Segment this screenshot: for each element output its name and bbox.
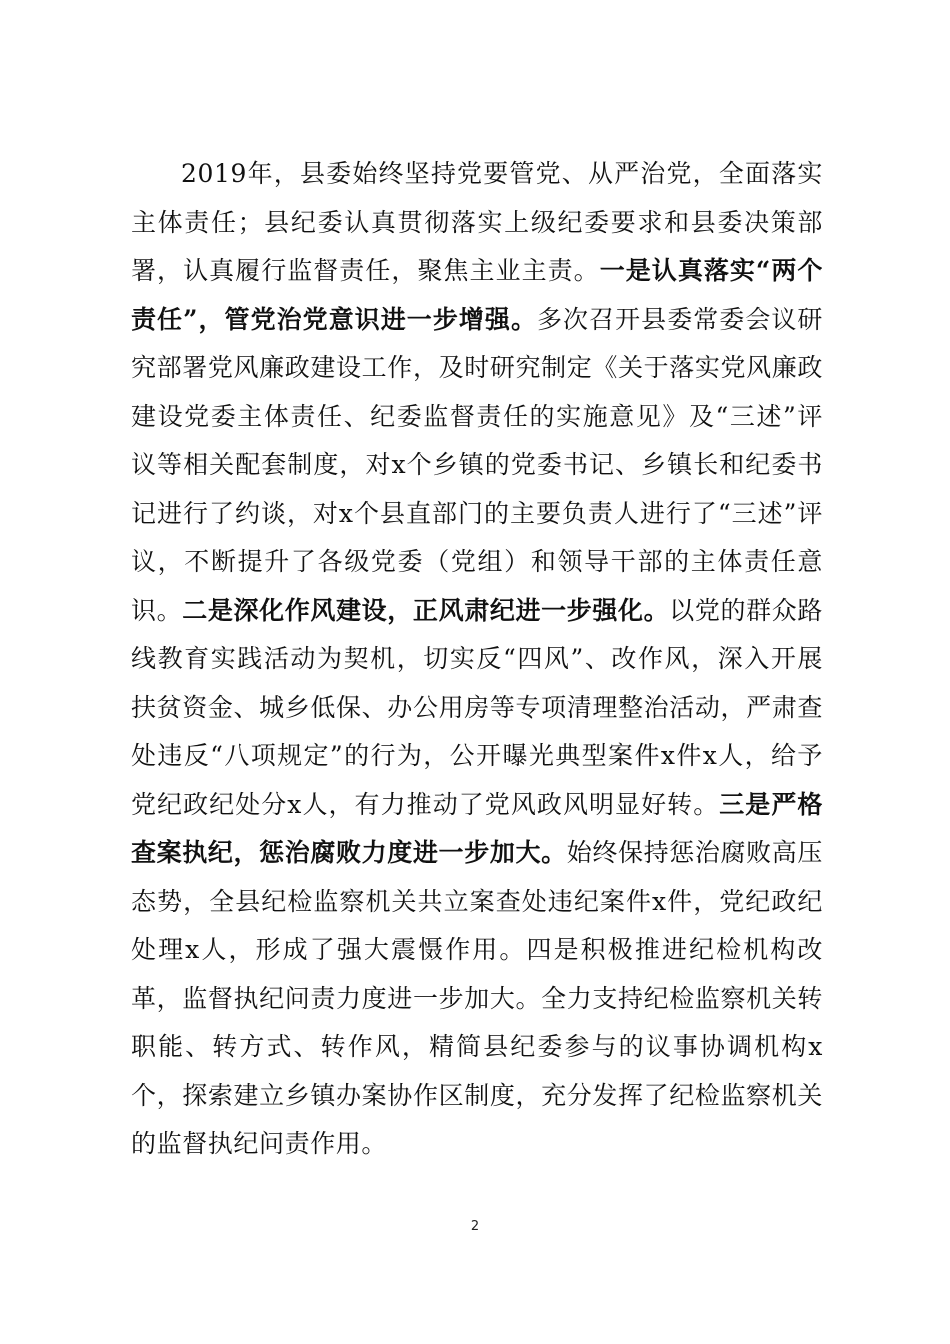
heading-run-one: 一是认真落实“两个责任”，管党治党意识进一步增强。	[131, 256, 823, 334]
page-number: 2	[470, 1219, 480, 1234]
text-run-three: 始终保持惩治腐败高压态势，全县纪检监察机关共立案查处违纪案件x件，党纪政纪处理x人，形成了强大震慑作用。四是积极推进纪检机构改革，监督执纪问责力度进一步加大。全力支持纪检监察机关转职能、转方式、转作风，精简县纪委参与的议事协调机构x个，探索建立乡镇办案协作区制度，充分发挥了纪检监察机关的监督执纪问责作用。	[131, 838, 823, 1158]
heading-run-three: 三是严格查案执纪，惩治腐败力度进一步加大。	[131, 789, 823, 867]
text-run-intro: 2019年，县委始终坚持党要管党、从严治党，全面落实主体责任；县纪委认真贯彻落实上级纪委要求和县委决策部署，认真履行监督责任，聚焦主业主责。	[131, 159, 823, 285]
heading-run-two: 二是深化作风建设，正风肃纪进一步强化。	[182, 595, 670, 625]
text-run-one: 多次召开县委常委会议研究部署党风廉政建设工作，及时研究制定《关于落实党风廉政建设党委主体责任、纪委监督责任的实施意见》及“三述”评议等相关配套制度，对x个乡镇的党委书记、乡镇长和纪委书记进行了约谈，对x个县直部门的主要负责人进行了“三述”评议，不断提升了各级党委（党组）和领导干部的主体责任意识。	[131, 304, 824, 625]
body-paragraph	[131, 150, 823, 1169]
text-run-two: 以党的群众路线教育实践活动为契机，切实反“四风”、改作风，深入开展扶贫资金、城乡低保、办公用房等专项清理整治活动，严肃查处违反“八项规定”的行为，公开曝光典型案件x件x人，给予党纪政纪处分x人，有力推动了党风政风明显好转。	[131, 595, 824, 819]
